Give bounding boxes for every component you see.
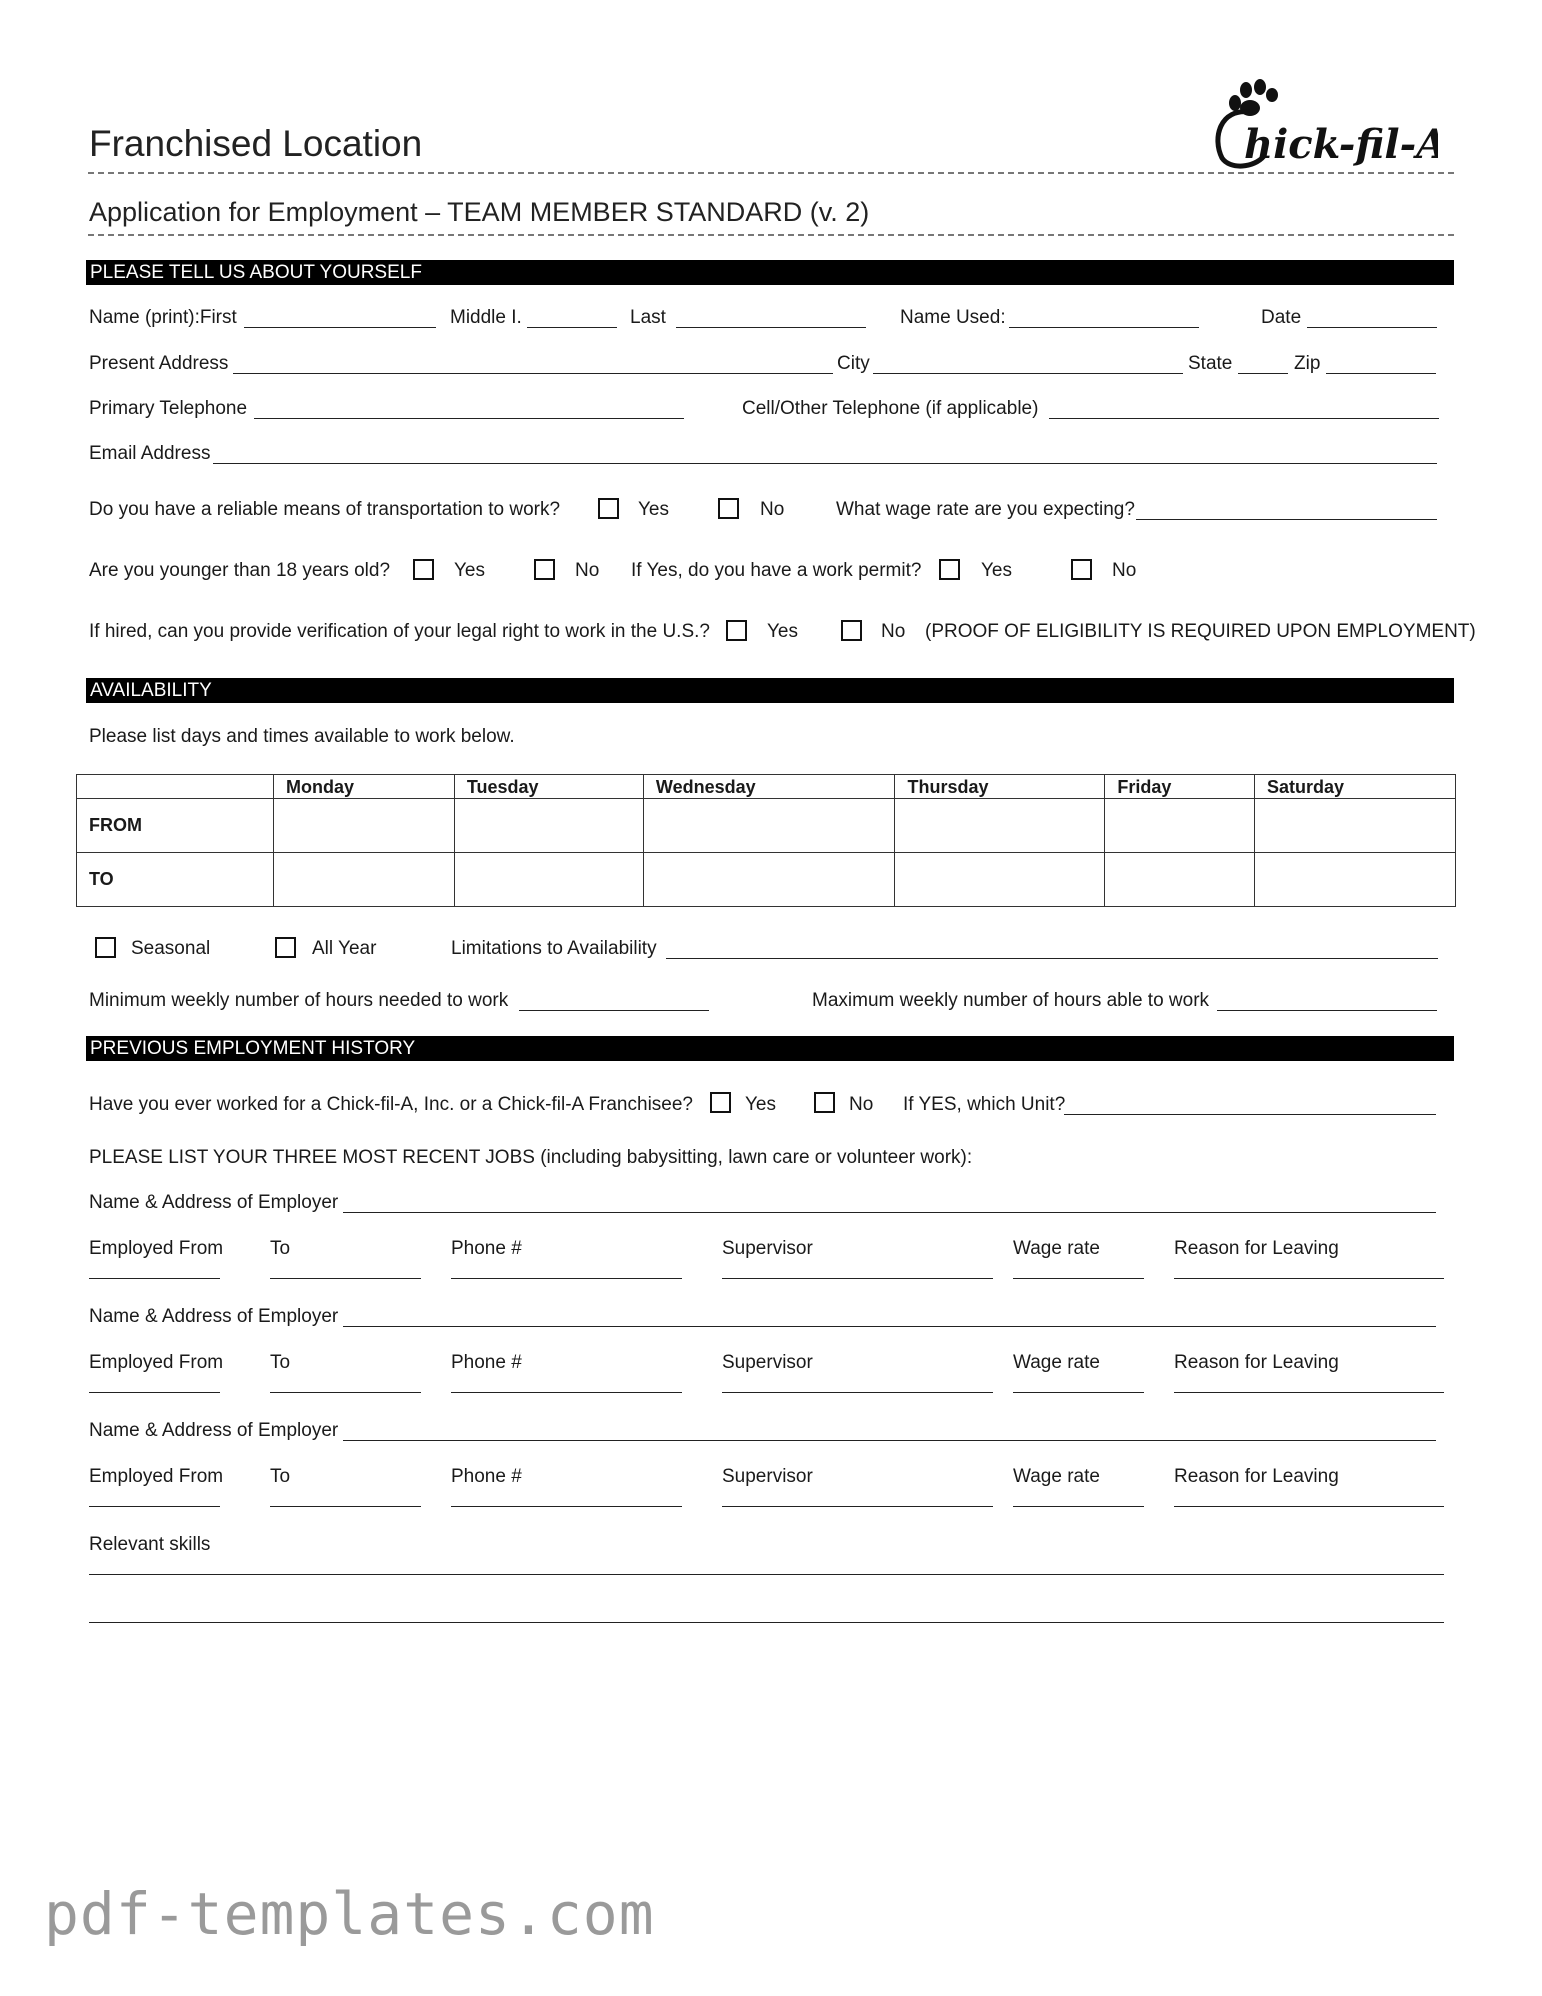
form-title: Application for Employment – TEAM MEMBER STANDARD (v. 2) [89, 197, 870, 227]
limitations-field[interactable] [666, 958, 1438, 959]
age-no-checkbox[interactable] [534, 559, 555, 580]
from-label: FROM [77, 799, 274, 853]
job-3-phone-label: Phone # [451, 1466, 522, 1487]
primary-telephone-field[interactable] [254, 418, 684, 419]
employer-3-label: Name & Address of Employer [89, 1420, 339, 1441]
worked-no-label: No [849, 1094, 874, 1115]
worked-before-question: Have you ever worked for a Chick-fil-A, Inc. or a Chick-fil-A Franchisee? [89, 1094, 693, 1115]
seasonal-label: Seasonal [131, 938, 211, 959]
state-label: State [1188, 353, 1233, 374]
availability-from-row [77, 799, 1456, 853]
relevant-skills-line-1[interactable] [89, 1574, 1444, 1575]
transport-yes-checkbox[interactable] [598, 498, 619, 519]
job-2-supervisor-label: Supervisor [722, 1352, 813, 1373]
header-divider [88, 172, 1454, 174]
from-monday-cell[interactable] [274, 799, 455, 853]
email-field[interactable] [213, 463, 1437, 464]
which-unit-field[interactable] [1064, 1114, 1436, 1115]
recent-jobs-instruction: PLEASE LIST YOUR THREE MOST RECENT JOBS (including babysitting, lawn care or volunteer work): [89, 1147, 973, 1168]
job-2-employed-from-label: Employed From [89, 1352, 224, 1373]
transport-yes-label: Yes [638, 499, 669, 520]
job-3-phone-field[interactable] [451, 1506, 682, 1507]
transport-no-label: No [760, 499, 785, 520]
state-field[interactable] [1238, 373, 1288, 374]
age-yes-checkbox[interactable] [413, 559, 434, 580]
wage-question: What wage rate are you expecting? [836, 499, 1135, 520]
transport-question: Do you have a reliable means of transportation to work? [89, 499, 561, 520]
job-1-reason-label: Reason for Leaving [1174, 1238, 1339, 1259]
last-name-field[interactable] [676, 327, 866, 328]
permit-no-checkbox[interactable] [1071, 559, 1092, 580]
worked-yes-checkbox[interactable] [710, 1092, 731, 1113]
corner-cell [77, 775, 274, 799]
present-address-label: Present Address [89, 353, 229, 374]
from-friday-cell[interactable] [1105, 799, 1255, 853]
job-3-supervisor-label: Supervisor [722, 1466, 813, 1487]
day-header-monday: Monday [274, 775, 455, 799]
to-saturday-cell[interactable] [1255, 853, 1456, 907]
middle-initial-field[interactable] [527, 327, 617, 328]
date-field[interactable] [1307, 327, 1437, 328]
wage-expected-field[interactable] [1136, 519, 1437, 520]
day-header-saturday: Saturday [1255, 775, 1456, 799]
job-2-phone-field[interactable] [451, 1392, 682, 1393]
permit-no-label: No [1112, 560, 1137, 581]
to-tuesday-cell[interactable] [454, 853, 643, 907]
job-2-wage-field[interactable] [1013, 1392, 1144, 1393]
employer-1-label: Name & Address of Employer [89, 1192, 339, 1213]
worked-no-checkbox[interactable] [814, 1092, 835, 1113]
zip-field[interactable] [1326, 373, 1436, 374]
job-2-supervisor-field[interactable] [722, 1392, 993, 1393]
svg-text:hick-fil-A: hick-fil-A [1244, 121, 1438, 168]
availability-table [76, 774, 1456, 907]
middle-initial-label: Middle I. [450, 307, 522, 328]
from-saturday-cell[interactable] [1255, 799, 1456, 853]
job-3-reason-label: Reason for Leaving [1174, 1466, 1339, 1487]
job-3-to-label: To [270, 1466, 291, 1487]
all-year-checkbox[interactable] [275, 937, 296, 958]
city-label: City [837, 353, 870, 374]
from-thursday-cell[interactable] [895, 799, 1105, 853]
seasonal-checkbox[interactable] [95, 937, 116, 958]
job-1-employed-from-field[interactable] [89, 1278, 220, 1279]
job-2-phone-label: Phone # [451, 1352, 522, 1373]
to-wednesday-cell[interactable] [643, 853, 895, 907]
from-wednesday-cell[interactable] [643, 799, 895, 853]
job-1-phone-field[interactable] [451, 1278, 682, 1279]
primary-telephone-label: Primary Telephone [89, 398, 248, 419]
last-name-label: Last [630, 307, 666, 328]
to-monday-cell[interactable] [274, 853, 455, 907]
legal-yes-label: Yes [767, 621, 798, 642]
availability-header-row [77, 775, 1456, 799]
employer-1-field[interactable] [343, 1212, 1436, 1213]
job-2-wage-label: Wage rate [1013, 1352, 1100, 1373]
from-tuesday-cell[interactable] [454, 799, 643, 853]
job-2-to-field[interactable] [270, 1392, 421, 1393]
limitations-label: Limitations to Availability [451, 938, 657, 959]
name-used-label: Name Used: [900, 307, 1006, 328]
day-header-friday: Friday [1105, 775, 1255, 799]
job-1-wage-field[interactable] [1013, 1278, 1144, 1279]
legal-right-question: If hired, can you provide verification of your legal right to work in the U.S.? [89, 621, 710, 642]
job-2-to-label: To [270, 1352, 291, 1373]
job-2-reason-field[interactable] [1174, 1392, 1444, 1393]
name-first-label: Name (print):First [89, 307, 237, 328]
title-divider [88, 234, 1454, 236]
job-3-employed-from-field[interactable] [89, 1506, 220, 1507]
job-3-employed-from-label: Employed From [89, 1466, 224, 1487]
cell-telephone-label: Cell/Other Telephone (if applicable) [742, 398, 1039, 419]
to-friday-cell[interactable] [1105, 853, 1255, 907]
job-3-wage-label: Wage rate [1013, 1466, 1100, 1487]
to-thursday-cell[interactable] [895, 853, 1105, 907]
day-header-tuesday: Tuesday [454, 775, 643, 799]
age-question: Are you younger than 18 years old? [89, 560, 391, 581]
min-hours-label: Minimum weekly number of hours needed to work [89, 990, 509, 1011]
job-1-supervisor-field[interactable] [722, 1278, 993, 1279]
watermark-text: pdf-templates.com [44, 1880, 655, 1948]
job-1-employed-from-label: Employed From [89, 1238, 224, 1259]
employer-2-field[interactable] [343, 1326, 1436, 1327]
age-yes-label: Yes [454, 560, 485, 581]
proof-note: (PROOF OF ELIGIBILITY IS REQUIRED UPON EMPLOYMENT) [925, 621, 1476, 642]
day-header-thursday: Thursday [895, 775, 1105, 799]
min-hours-field[interactable] [519, 1010, 709, 1011]
worked-yes-label: Yes [745, 1094, 776, 1115]
first-name-field[interactable] [244, 327, 436, 328]
location-title: Franchised Location [89, 123, 423, 164]
transport-no-checkbox[interactable] [718, 498, 739, 519]
max-hours-label: Maximum weekly number of hours able to work [812, 990, 1210, 1011]
job-3-reason-field[interactable] [1174, 1506, 1444, 1507]
legal-no-label: No [881, 621, 906, 642]
job-1-wage-label: Wage rate [1013, 1238, 1100, 1259]
section-heading-history: PREVIOUS EMPLOYMENT HISTORY [86, 1036, 1454, 1061]
present-address-field[interactable] [233, 373, 833, 374]
availability-to-row [77, 853, 1456, 907]
availability-instructions: Please list days and times available to work below. [89, 726, 515, 747]
chick-fil-a-logo [1210, 78, 1438, 170]
job-3-supervisor-field[interactable] [722, 1506, 993, 1507]
cell-telephone-field[interactable] [1049, 418, 1439, 419]
legal-no-checkbox[interactable] [841, 620, 862, 641]
permit-yes-label: Yes [981, 560, 1012, 581]
all-year-label: All Year [312, 938, 377, 959]
city-field[interactable] [873, 373, 1183, 374]
day-header-wednesday: Wednesday [643, 775, 895, 799]
job-2-reason-label: Reason for Leaving [1174, 1352, 1339, 1373]
permit-question: If Yes, do you have a work permit? [631, 560, 922, 581]
age-no-label: No [575, 560, 600, 581]
permit-yes-checkbox[interactable] [939, 559, 960, 580]
zip-label: Zip [1294, 353, 1321, 374]
job-1-phone-label: Phone # [451, 1238, 522, 1259]
max-hours-field[interactable] [1217, 1010, 1437, 1011]
job-2-employed-from-field[interactable] [89, 1392, 220, 1393]
job-3-to-field[interactable] [270, 1506, 421, 1507]
legal-yes-checkbox[interactable] [726, 620, 747, 641]
to-label: TO [77, 853, 274, 907]
job-1-reason-field[interactable] [1174, 1278, 1444, 1279]
employer-2-label: Name & Address of Employer [89, 1306, 339, 1327]
name-used-field[interactable] [1009, 327, 1199, 328]
email-label: Email Address [89, 443, 211, 464]
job-3-wage-field[interactable] [1013, 1506, 1144, 1507]
job-1-to-label: To [270, 1238, 291, 1259]
relevant-skills-line-2[interactable] [89, 1622, 1444, 1623]
date-label: Date [1261, 307, 1302, 328]
section-heading-availability: AVAILABILITY [86, 678, 1454, 703]
employer-3-field[interactable] [343, 1440, 1436, 1441]
which-unit-label: If YES, which Unit? [903, 1094, 1066, 1115]
section-heading-about: PLEASE TELL US ABOUT YOURSELF [86, 260, 1454, 285]
relevant-skills-label: Relevant skills [89, 1534, 211, 1555]
job-1-supervisor-label: Supervisor [722, 1238, 813, 1259]
job-1-to-field[interactable] [270, 1278, 421, 1279]
